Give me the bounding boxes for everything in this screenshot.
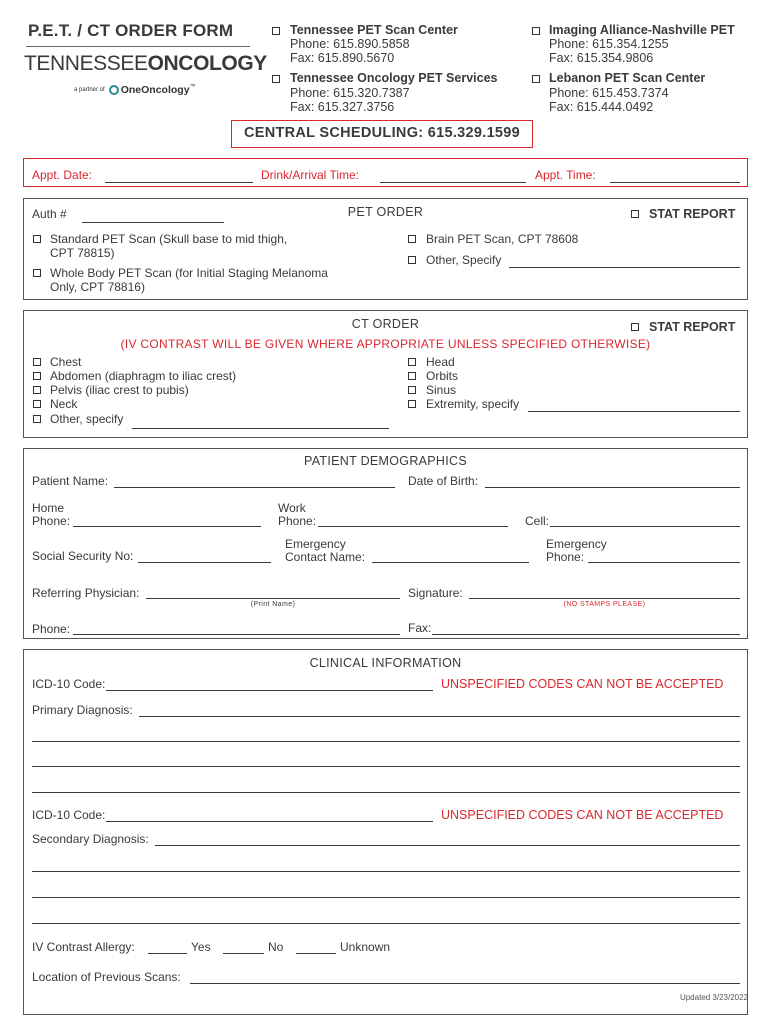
demographics-title: PATIENT DEMOGRAPHICS [304, 454, 467, 468]
referring-physician-label: Referring Physician: [32, 586, 140, 600]
iv-allergy-yes-field[interactable] [148, 953, 187, 954]
partner-logo [74, 84, 196, 96]
ct-stat-report-checkbox[interactable] [631, 323, 639, 331]
drink-arrival-field[interactable] [380, 182, 526, 183]
ct-abdomen-checkbox[interactable] [33, 372, 41, 380]
ct-neck-label: Neck [50, 397, 78, 411]
auth-field[interactable] [82, 222, 224, 223]
ct-sinus-checkbox[interactable] [408, 386, 416, 394]
partner-prefix: a partner of [74, 87, 105, 93]
appt-time-field[interactable] [610, 182, 740, 183]
patient-name-label: Patient Name: [32, 474, 109, 488]
oneoncology-circle-icon [109, 85, 119, 95]
primary-icd-field[interactable] [106, 690, 433, 691]
primary-diagnosis-field[interactable] [139, 716, 740, 717]
referring-phone-field[interactable] [73, 634, 400, 635]
pet-stat-report-label: STAT REPORT [649, 207, 736, 221]
secondary-unspecified-warning: UNSPECIFIED CODES CAN NOT BE ACCEPTED [441, 808, 724, 822]
ct-orbits-checkbox[interactable] [408, 372, 416, 380]
site-3-fax: Fax: 615.327.3756 [290, 100, 395, 114]
ct-other-checkbox[interactable] [33, 415, 41, 423]
ct-pelvis-checkbox[interactable] [33, 386, 41, 394]
patient-name-field[interactable] [114, 487, 395, 488]
ct-other-label: Other, specify [50, 412, 124, 426]
site-2-name: Imaging Alliance-Nashville PET [549, 23, 735, 37]
site-1-name: Tennessee PET Scan Center [290, 23, 458, 37]
drink-arrival-label: Drink/Arrival Time: [261, 168, 360, 182]
home-phone-label-2: Phone: [32, 514, 71, 528]
pet-other-field[interactable] [509, 267, 740, 268]
emergency-phone-label-1: Emergency [546, 537, 607, 551]
site-2-phone: Phone: 615.354.1255 [549, 37, 669, 51]
ct-pelvis-label: Pelvis (iliac crest to pubis) [50, 383, 189, 397]
form-title: P.E.T. / CT ORDER FORM [28, 21, 234, 40]
pet-other-label: Other, Specify [426, 253, 502, 267]
site-3-checkbox[interactable] [272, 75, 280, 83]
logo-part-2: ONCOLOGY [147, 52, 267, 75]
iv-allergy-unknown-label: Unknown [340, 940, 391, 954]
print-name-hint: (Print Name) [250, 601, 296, 608]
ct-head-label: Head [426, 355, 455, 369]
pet-whole-body-checkbox[interactable] [33, 269, 41, 277]
clinical-info-title: CLINICAL INFORMATION [309, 656, 462, 670]
appt-date-field[interactable] [105, 182, 253, 183]
partner-name: OneOncology [120, 84, 190, 96]
ct-orbits-label: Orbits [426, 369, 459, 383]
site-4-phone: Phone: 615.453.7374 [549, 86, 669, 100]
work-phone-field[interactable] [318, 526, 508, 527]
pet-standard-checkbox[interactable] [33, 235, 41, 243]
pet-brain-checkbox[interactable] [408, 235, 416, 243]
updated-date: Updated 3/23/2022 [679, 993, 748, 1002]
site-3-phone: Phone: 615.320.7387 [290, 86, 410, 100]
pet-brain-label: Brain PET Scan, CPT 78608 [426, 232, 579, 246]
pet-order-title: PET ORDER [347, 205, 424, 219]
referring-physician-field[interactable] [146, 598, 400, 599]
logo-part-1: TENNESSEE [24, 52, 148, 75]
ct-extremity-field[interactable] [528, 411, 740, 412]
central-scheduling-number: CENTRAL SCHEDULING: 615.329.1599 [243, 125, 521, 141]
primary-unspecified-warning: UNSPECIFIED CODES CAN NOT BE ACCEPTED [441, 677, 724, 691]
work-phone-label-1: Work [278, 501, 306, 515]
referring-fax-label: Fax: [408, 621, 432, 635]
pet-whole-body-label-1: Whole Body PET Scan (for Initial Staging Melanoma [50, 266, 328, 280]
demographics-box [23, 448, 748, 639]
signature-label: Signature: [408, 586, 463, 600]
ct-extremity-label: Extremity, specify [426, 397, 520, 411]
ct-chest-label: Chest [50, 355, 82, 369]
partner-tm: ™ [189, 84, 196, 90]
home-phone-label-1: Home [32, 501, 65, 515]
ct-abdomen-label: Abdomen (diaphragm to iliac crest) [50, 369, 237, 383]
pet-other-checkbox[interactable] [408, 256, 416, 264]
secondary-diagnosis-field[interactable] [155, 845, 740, 846]
pet-standard-label-1: Standard PET Scan (Skull base to mid thigh, [50, 232, 288, 246]
primary-diagnosis-line-3[interactable] [32, 766, 740, 767]
ct-extremity-checkbox[interactable] [408, 400, 416, 408]
emergency-phone-label-2: Phone: [546, 550, 585, 564]
work-phone-label-2: Phone: [278, 514, 317, 528]
ct-sinus-label: Sinus [426, 383, 457, 397]
tennessee-oncology-logo [24, 52, 267, 76]
site-1-checkbox[interactable] [272, 27, 280, 35]
site-1-phone: Phone: 615.890.5858 [290, 37, 410, 51]
dob-field[interactable] [485, 487, 740, 488]
site-1-fax: Fax: 615.890.5670 [290, 51, 395, 65]
ct-stat-report-label: STAT REPORT [649, 320, 736, 334]
iv-allergy-no-label: No [268, 940, 284, 954]
site-2-checkbox[interactable] [532, 27, 540, 35]
dob-label: Date of Birth: [408, 474, 479, 488]
pet-standard-label-2: CPT 78815) [50, 246, 115, 260]
ct-chest-checkbox[interactable] [33, 358, 41, 366]
secondary-diagnosis-line-3[interactable] [32, 897, 740, 898]
no-stamps-notice: (NO STAMPS PLEASE) [563, 601, 646, 608]
site-2-fax: Fax: 615.354.9806 [549, 51, 654, 65]
pet-stat-report-checkbox[interactable] [631, 210, 639, 218]
pet-whole-body-label-2: Only, CPT 78816) [50, 280, 145, 294]
cell-label: Cell: [525, 514, 550, 528]
title-divider [26, 46, 250, 47]
home-phone-field[interactable] [73, 526, 261, 527]
site-4-checkbox[interactable] [532, 75, 540, 83]
previous-scans-field[interactable] [190, 983, 740, 984]
primary-icd-label: ICD-10 Code: [32, 677, 106, 691]
iv-contrast-notice: (IV CONTRAST WILL BE GIVEN WHERE APPROPRIATE UNLESS SPECIFIED OTHERWISE) [120, 337, 651, 351]
ct-other-field[interactable] [132, 428, 389, 429]
emergency-contact-label-2: Contact Name: [285, 550, 366, 564]
secondary-diagnosis-label: Secondary Diagnosis: [32, 832, 149, 846]
primary-diagnosis-line-4[interactable] [32, 792, 740, 793]
signature-field[interactable] [469, 598, 740, 599]
secondary-icd-label: ICD-10 Code: [32, 808, 106, 822]
site-3-name: Tennessee Oncology PET Services [290, 71, 498, 85]
secondary-diagnosis-line-4[interactable] [32, 923, 740, 924]
auth-label: Auth # [32, 207, 67, 221]
iv-allergy-yes-label: Yes [191, 940, 211, 954]
previous-scans-label: Location of Previous Scans: [32, 970, 181, 984]
iv-allergy-label: IV Contrast Allergy: [32, 940, 135, 954]
appt-date-label: Appt. Date: [32, 168, 93, 182]
site-4-fax: Fax: 615.444.0492 [549, 100, 654, 114]
ct-order-title: CT ORDER [351, 317, 420, 331]
primary-diagnosis-line-2[interactable] [32, 741, 740, 742]
ssn-field[interactable] [138, 562, 271, 563]
ssn-label: Social Security No: [32, 549, 134, 563]
primary-diagnosis-label: Primary Diagnosis: [32, 703, 133, 717]
site-4-name: Lebanon PET Scan Center [549, 71, 706, 85]
referring-fax-field[interactable] [432, 634, 740, 635]
cell-field[interactable] [550, 526, 740, 527]
appt-time-label: Appt. Time: [535, 168, 596, 182]
referring-phone-label: Phone: [32, 622, 71, 636]
secondary-diagnosis-line-2[interactable] [32, 871, 740, 872]
emergency-phone-field[interactable] [588, 562, 740, 563]
iv-allergy-unknown-field[interactable] [296, 953, 336, 954]
iv-allergy-no-field[interactable] [223, 953, 264, 954]
emergency-contact-field[interactable] [372, 562, 529, 563]
emergency-contact-label-1: Emergency [285, 537, 346, 551]
ct-neck-checkbox[interactable] [33, 400, 41, 408]
ct-head-checkbox[interactable] [408, 358, 416, 366]
secondary-icd-field[interactable] [106, 821, 433, 822]
